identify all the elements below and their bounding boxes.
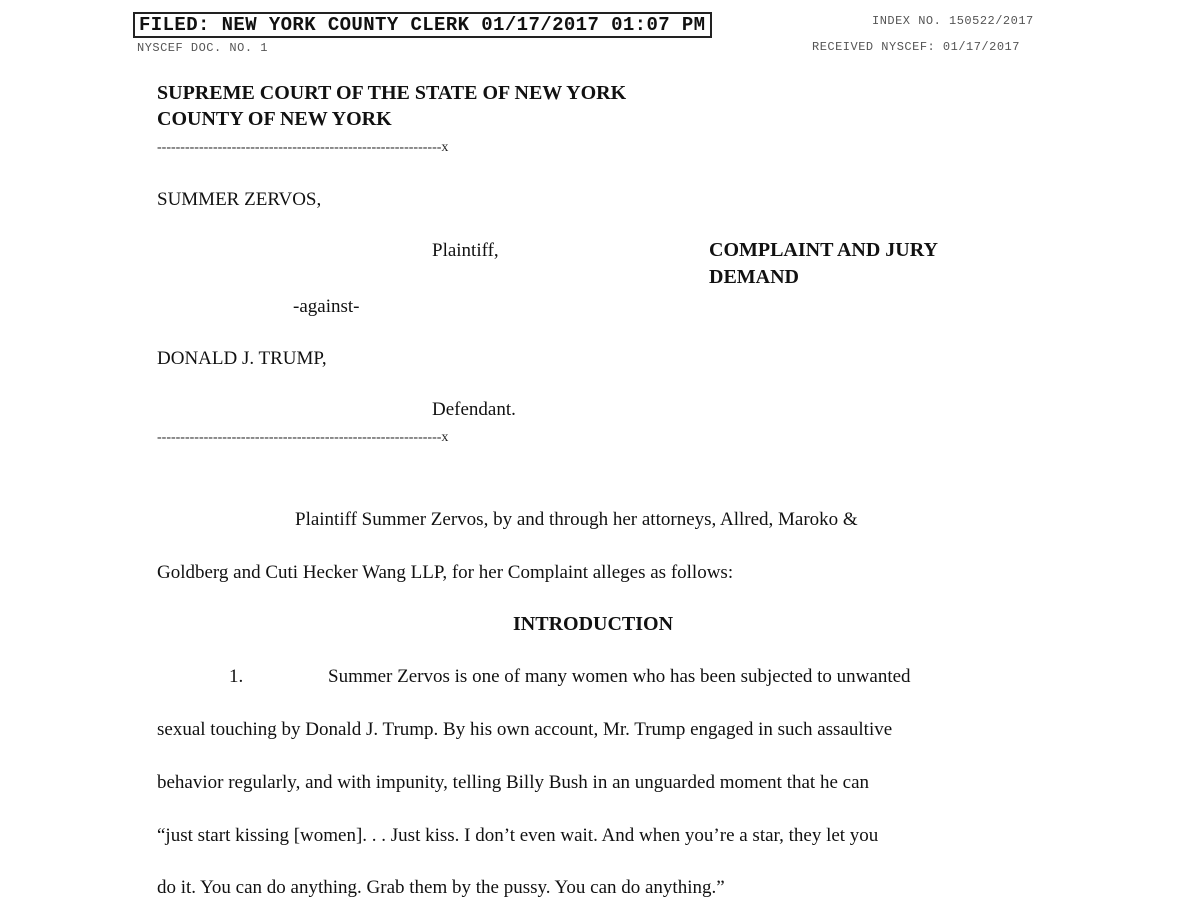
defendant-name: DONALD J. TRUMP, xyxy=(157,348,327,369)
plaintiff-label: Plaintiff, xyxy=(432,240,499,261)
intro-line-1: Plaintiff Summer Zervos, by and through her attorneys, Allred, Maroko & xyxy=(295,509,858,530)
document-title-line2: DEMAND xyxy=(709,266,799,288)
against-label: -against- xyxy=(293,296,360,317)
intro-line-2: Goldberg and Cuti Hecker Wang LLP, for her Complaint alleges as follows: xyxy=(157,562,734,583)
nyscef-doc-number: NYSCEF DOC. NO. 1 xyxy=(137,41,268,55)
section-heading: INTRODUCTION xyxy=(513,613,674,635)
defendant-label: Defendant. xyxy=(432,399,516,420)
court-name: SUPREME COURT OF THE STATE OF NEW YORK xyxy=(157,82,627,104)
paragraph-number: 1. xyxy=(229,666,244,687)
filed-stamp: FILED: NEW YORK COUNTY CLERK 01/17/2017 01:07 PM xyxy=(133,12,712,38)
plaintiff-name: SUMMER ZERVOS, xyxy=(157,189,322,210)
caption-rule-bottom: -------------------------------------------------------------x xyxy=(157,430,449,445)
paragraph-1-line-3: behavior regularly, and with impunity, telling Billy Bush in an unguarded moment that he can xyxy=(157,772,869,793)
paragraph-1-line-1: Summer Zervos is one of many women who has been subjected to unwanted xyxy=(328,666,911,687)
county-name: COUNTY OF NEW YORK xyxy=(157,108,392,130)
document-title-line1: COMPLAINT AND JURY xyxy=(709,239,938,261)
index-number: INDEX NO. 150522/2017 xyxy=(872,14,1034,28)
received-date: RECEIVED NYSCEF: 01/17/2017 xyxy=(812,40,1020,54)
caption-rule-top: -------------------------------------------------------------x xyxy=(157,140,449,155)
paragraph-1-line-5: do it. You can do anything. Grab them by the pussy. You can do anything.” xyxy=(157,877,725,898)
paragraph-1-line-4: “just start kissing [women]. . . Just kiss. I don’t even wait. And when you’re a star, they let you xyxy=(157,825,879,846)
paragraph-1-line-2: sexual touching by Donald J. Trump. By his own account, Mr. Trump engaged in such assaultive xyxy=(157,719,893,740)
